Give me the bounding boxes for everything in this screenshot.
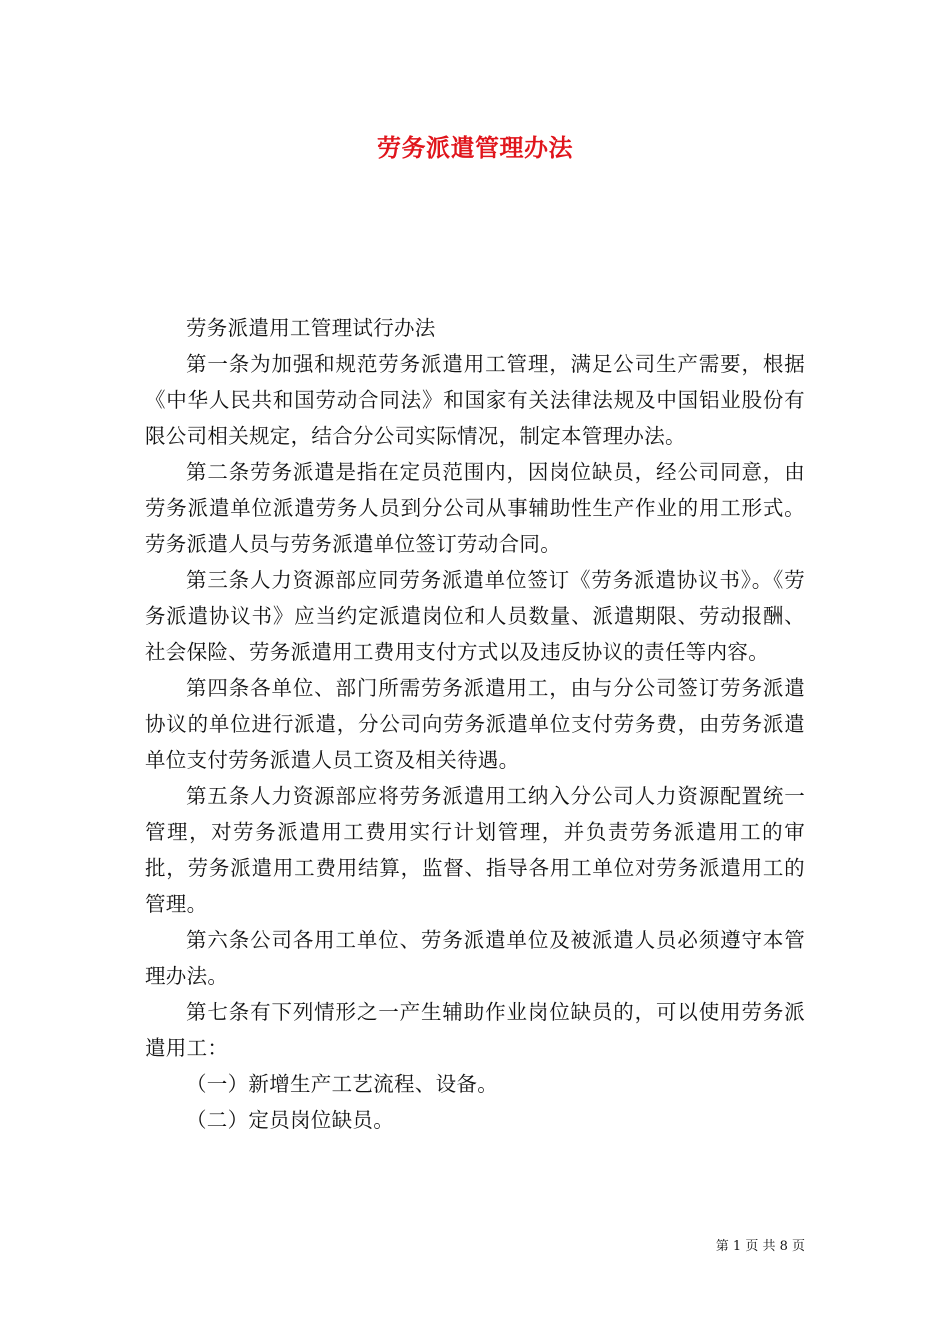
list-item-2: （二）定员岗位缺员。 bbox=[186, 1108, 394, 1132]
paragraph-article-2: 第二条劳务派遣是指在定员范围内，因岗位缺员，经公司同意，由劳务派遣单位派遣劳务人员到分公司从事辅助性生产作业的用工形式。劳务派遣人员与劳务派遣单位签订劳动合同。 bbox=[145, 460, 805, 556]
paragraph-article-7: 第七条有下列情形之一产生辅助作业岗位缺员的，可以使用劳务派遣用工： bbox=[145, 1000, 805, 1060]
paragraph-article-3: 第三条人力资源部应同劳务派遣单位签订《劳务派遣协议书》。《劳务派遣协议书》应当约定派遣岗位和人员数量、派遣期限、劳动报酬、社会保险、劳务派遣用工费用支付方式以及违反协议的责任等内容。 bbox=[145, 568, 805, 664]
paragraph-article-5: 第五条人力资源部应将劳务派遣用工纳入分公司人力资源配置统一管理，对劳务派遣用工费用实行计划管理，并负责劳务派遣用工的审批，劳务派遣用工费用结算，监督、指导各用工单位对劳务派遣用工的管理。 bbox=[145, 784, 805, 916]
paragraph-article-6: 第六条公司各用工单位、劳务派遣单位及被派遣人员必须遵守本管理办法。 bbox=[145, 928, 805, 988]
page-title: 劳务派遣管理办法 bbox=[377, 133, 573, 162]
page-number-footer: 第 1 页 共 8 页 bbox=[715, 1239, 805, 1254]
document-body bbox=[145, 310, 805, 1138]
paragraph-article-1: 第一条为加强和规范劳务派遣用工管理，满足公司生产需要，根据《中华人民共和国劳动合同法》和国家有关法律法规及中国铝业股份有限公司相关规定，结合分公司实际情况，制定本管理办法。 bbox=[145, 352, 805, 448]
paragraph-subtitle: 劳务派遣用工管理试行办法 bbox=[186, 316, 436, 340]
paragraph-article-4: 第四条各单位、部门所需劳务派遣用工，由与分公司签订劳务派遣协议的单位进行派遣，分公司向劳务派遣单位支付劳务费，由劳务派遣单位支付劳务派遣人员工资及相关待遇。 bbox=[145, 676, 805, 772]
list-item-1: （一）新增生产工艺流程、设备。 bbox=[186, 1072, 498, 1096]
